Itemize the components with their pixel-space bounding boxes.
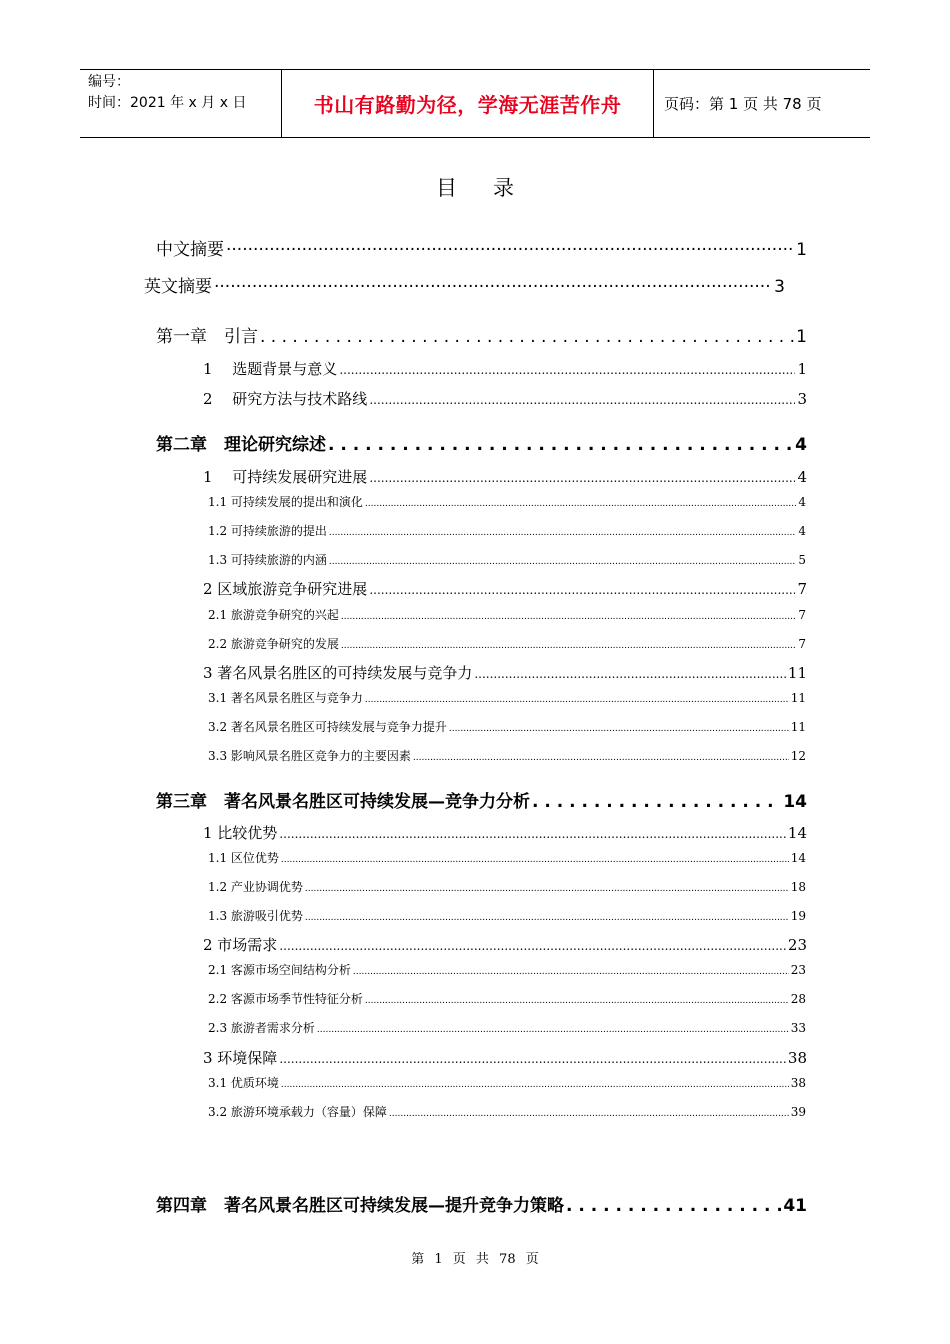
toc-entry-label: 2.2 客源市场季节性特征分析 — [208, 992, 363, 1006]
toc-entry[interactable] — [208, 689, 806, 706]
toc-leader — [369, 471, 795, 485]
toc-entry-label: 1.3 可持续旅游的内涵 — [208, 553, 327, 567]
toc-leader — [365, 996, 789, 1006]
toc-leader — [279, 1052, 786, 1066]
toc-entry-page: 11 — [787, 664, 807, 682]
toc-leader — [474, 667, 786, 681]
toc-entry-page: 11 — [790, 691, 806, 705]
toc-entry-page: 3 — [774, 277, 785, 297]
toc-leader — [341, 641, 796, 651]
toc-entry-page: 18 — [790, 880, 806, 894]
toc-entry[interactable] — [208, 961, 806, 978]
toc-entry[interactable] — [208, 1019, 806, 1036]
toc-entry-label: 2.2 旅游竞争研究的发展 — [208, 637, 339, 651]
toc-entry-label: 2 研究方法与技术路线 — [203, 390, 368, 408]
toc-entry-label: 3 环境保障 — [203, 1049, 278, 1067]
header-motto: 书山有路勤为径，学海无涯苦作舟 — [313, 93, 622, 117]
toc-chapter-1[interactable] — [156, 322, 807, 347]
toc-leader — [389, 1109, 789, 1119]
toc-entry-page: 38 — [787, 1049, 807, 1067]
toc-entry[interactable] — [208, 606, 806, 623]
toc-entry-page: 33 — [790, 1021, 806, 1035]
toc-entry-label: 2 市场需求 — [203, 936, 278, 954]
toc-entry-page: 38 — [790, 1076, 806, 1090]
toc-entry-label: 3.3 影响风景名胜区竞争力的主要因素 — [208, 749, 411, 763]
page-footer: 第 1 页 共 78 页 — [411, 1252, 539, 1267]
toc-entry-page: 23 — [790, 963, 806, 977]
toc-leader — [305, 913, 789, 923]
toc-leader — [365, 695, 789, 705]
toc-entry-label: 3.2 旅游环境承载力（容量）保障 — [208, 1105, 387, 1119]
toc-entry[interactable] — [208, 551, 806, 568]
toc-entry-page: 4 — [795, 435, 807, 455]
toc-entry-page: 1 — [796, 327, 807, 347]
toc-entry-abstract-cn[interactable] — [156, 235, 807, 260]
toc-entry[interactable] — [203, 578, 807, 599]
toc-entry[interactable] — [208, 718, 806, 735]
toc-entry-label: 1 比较优势 — [203, 824, 278, 842]
toc-leader — [369, 583, 795, 597]
toc-entry-label: 3.1 优质环境 — [208, 1076, 279, 1090]
toc-leader — [281, 855, 789, 865]
toc-entry-label: 第三章 著名风景名胜区可持续发展—竞争力分析 — [156, 792, 530, 812]
toc-leader — [339, 363, 795, 377]
toc-entry-label: 2.3 旅游者需求分析 — [208, 1021, 315, 1035]
toc-entry-label: 1 选题背景与意义 — [203, 360, 338, 378]
toc-entry-label: 2.1 客源市场空间结构分析 — [208, 963, 351, 977]
toc-leader — [566, 1196, 781, 1216]
toc-entry[interactable] — [208, 1074, 806, 1091]
toc-leader — [353, 967, 789, 977]
toc-entry[interactable] — [208, 635, 806, 652]
toc-entry-label: 3.2 著名风景名胜区可持续发展与竞争力提升 — [208, 720, 447, 734]
toc-entry-page: 7 — [797, 580, 807, 598]
toc-entry[interactable] — [203, 358, 807, 379]
toc-leader — [328, 435, 793, 455]
toc-entry-page: 12 — [790, 749, 806, 763]
toc-entry-page: 28 — [790, 992, 806, 1006]
toc-leader — [365, 499, 796, 509]
toc-entry-label: 第四章 著名风景名胜区可持续发展—提升竞争力策略 — [156, 1196, 564, 1216]
toc-entry-page: 11 — [790, 720, 806, 734]
toc-leader — [214, 277, 772, 297]
toc-entry[interactable] — [203, 934, 807, 955]
toc-entry[interactable] — [208, 493, 806, 510]
toc-leader — [281, 1080, 789, 1090]
toc-leader — [329, 528, 796, 538]
toc-leader — [279, 939, 786, 953]
toc-entry-page: 1 — [797, 360, 807, 378]
toc-entry-label: 1.2 可持续旅游的提出 — [208, 524, 327, 538]
toc-entry[interactable] — [208, 1103, 806, 1120]
toc-entry-page: 4 — [797, 468, 807, 486]
toc-entry-label: 2.1 旅游竞争研究的兴起 — [208, 608, 339, 622]
toc-leader — [260, 327, 794, 347]
number-label: 编号： — [88, 74, 130, 90]
toc-entry-page: 4 — [798, 495, 806, 509]
toc-entry-page: 1 — [796, 240, 807, 260]
toc-entry-abstract-en[interactable] — [144, 272, 785, 297]
toc-leader — [305, 884, 789, 894]
toc-entry[interactable] — [208, 849, 806, 866]
toc-entry-label: 3 著名风景名胜区的可持续发展与竞争力 — [203, 664, 473, 682]
toc-entry-label: 1.1 区位优势 — [208, 851, 279, 865]
toc-entry-label: 2 区域旅游竞争研究进展 — [203, 580, 368, 598]
toc-leader — [449, 724, 789, 734]
toc-entry-page: 5 — [798, 553, 806, 567]
toc-entry-label: 1 可持续发展研究进展 — [203, 468, 368, 486]
toc-entry-page: 14 — [787, 824, 807, 842]
toc-entry-page: 19 — [790, 909, 806, 923]
toc-leader — [369, 393, 795, 407]
toc-entry-label: 中文摘要 — [156, 240, 224, 260]
toc-entry-label: 1.2 产业协调优势 — [208, 880, 303, 894]
toc-entry-label: 3.1 著名风景名胜区与竞争力 — [208, 691, 363, 705]
toc-entry[interactable] — [208, 747, 806, 764]
toc-title: 目录 — [436, 176, 550, 200]
toc-entry-page: 39 — [790, 1105, 806, 1119]
toc-entry-page: 41 — [783, 1196, 807, 1216]
toc-entry-page: 14 — [783, 792, 807, 812]
toc-leader — [329, 557, 796, 567]
toc-leader — [226, 240, 794, 260]
toc-entry-page: 4 — [798, 524, 806, 538]
toc-entry[interactable] — [208, 878, 806, 895]
toc-entry-label: 1.1 可持续发展的提出和演化 — [208, 495, 363, 509]
toc-entry[interactable] — [208, 990, 806, 1007]
toc-leader — [532, 792, 781, 812]
header-page-info: 页码：第 1 页 共 78 页 — [664, 95, 822, 113]
toc-entry[interactable] — [203, 662, 807, 683]
time-label: 时间：2021 年 x 月 x 日 — [88, 95, 247, 111]
toc-chapter-3[interactable] — [156, 787, 807, 812]
toc-entry-label: 1.3 旅游吸引优势 — [208, 909, 303, 923]
toc-entry-page: 7 — [798, 608, 806, 622]
toc-entry-label: 英文摘要 — [144, 277, 212, 297]
toc-chapter-4[interactable] — [156, 1191, 807, 1216]
toc-entry[interactable] — [203, 822, 807, 843]
toc-entry-page: 3 — [797, 390, 807, 408]
toc-leader — [341, 612, 796, 622]
toc-leader — [279, 827, 786, 841]
toc-chapter-2[interactable] — [156, 430, 807, 455]
toc-entry[interactable] — [203, 1047, 807, 1068]
toc-entry-label: 第一章 引言 — [156, 327, 258, 347]
toc-entry[interactable] — [208, 907, 806, 924]
toc-entry[interactable] — [208, 522, 806, 539]
toc-entry-page: 23 — [787, 936, 807, 954]
toc-entry-page: 14 — [790, 851, 806, 865]
toc-leader — [317, 1025, 789, 1035]
toc-entry-page: 7 — [798, 637, 806, 651]
toc-entry[interactable] — [203, 388, 807, 409]
toc-leader — [413, 753, 789, 763]
toc-entry-label: 第二章 理论研究综述 — [156, 435, 326, 455]
toc-entry[interactable] — [203, 466, 807, 487]
